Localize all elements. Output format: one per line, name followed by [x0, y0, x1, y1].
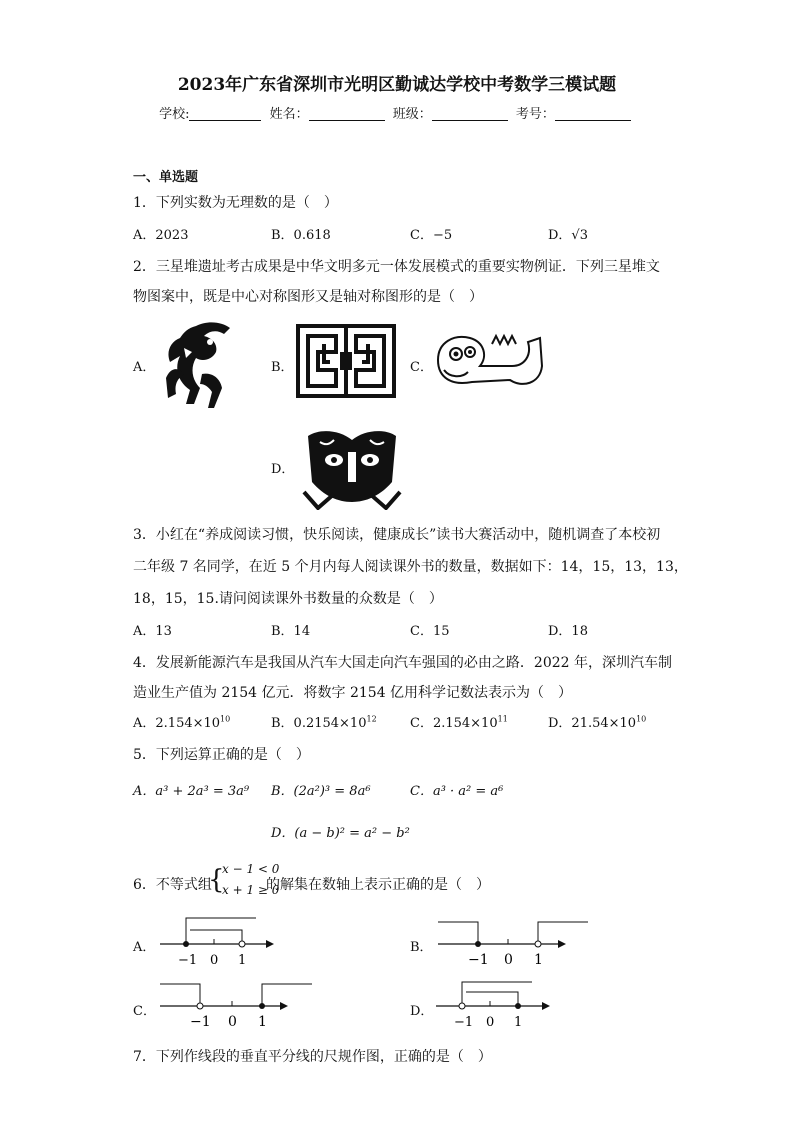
q5-option-c: C．a³ · a² = a⁶ — [410, 784, 504, 799]
q4-line1: 4．发展新能源汽车是我国从汽车大国走向汽车强国的必由之路．2022 年，深圳汽车制 — [133, 655, 672, 671]
q7-stem: 7．下列作线段的垂直平分线的尺规作图，正确的是（ ） — [133, 1049, 492, 1065]
dragon-pattern-image — [432, 326, 548, 394]
q4-d-exponent: 10 — [636, 714, 647, 724]
q6-number-line-c — [156, 976, 316, 1032]
q3-option-d: D．18 — [548, 624, 588, 639]
symmetric-mask-pattern-image — [294, 322, 398, 400]
q2-option-c: C． — [410, 360, 433, 375]
q6-prefix: 6．不等式组 — [133, 877, 212, 893]
class-label: 班级： — [392, 107, 432, 122]
q1-option-a: A．2023 — [133, 228, 189, 243]
q6-b-tick-neg1: −1 — [468, 952, 489, 968]
q6-d-tick-1: 1 — [514, 1015, 523, 1030]
name-blank — [309, 106, 385, 121]
q3-line1: 3．小红在“养成阅读习惯，快乐阅读，健康成长”读书大赛活动中，随机调查了本校初 — [133, 527, 661, 543]
q2-option-b: B． — [271, 360, 294, 375]
q4-a-exponent: 10 — [220, 714, 231, 724]
q4-c-base: C．2.154×10 — [410, 716, 498, 731]
q3-line3: 18，15，15.请问阅读课外书数量的众数是（ ） — [133, 591, 443, 607]
school-label: 学校: — [159, 107, 190, 122]
q4-b-exponent: 12 — [366, 714, 377, 724]
q2-option-d: D． — [271, 462, 295, 477]
q1-option-b: B．0.618 — [271, 228, 331, 243]
bronze-bird-pattern-image — [156, 318, 238, 410]
q6-number-line-b — [434, 914, 594, 970]
page-title: 2023年广东省深圳市光明区勤诚达学校中考数学三模试题 — [177, 75, 617, 95]
q6-a-tick-neg1: −1 — [178, 953, 198, 968]
q3-option-a: A．13 — [133, 624, 172, 639]
q6-d-tick-neg1: −1 — [454, 1015, 474, 1030]
q4-a-base: A．2.154×10 — [133, 716, 221, 731]
q2-line2: 物图案中，既是中心对称图形又是轴对称图形的是（ ） — [133, 289, 483, 305]
q6-inequality-1: x − 1 < 0 — [222, 862, 280, 876]
q4-option-a — [133, 712, 230, 731]
name-label: 姓名： — [269, 107, 309, 122]
q6-c-tick-0: 0 — [228, 1014, 237, 1030]
q1-option-c: C．−5 — [410, 228, 453, 243]
q6-c-tick-neg1: −1 — [190, 1014, 211, 1030]
number-blank — [555, 106, 631, 121]
q4-line2: 造业生产值为 2154 亿元．将数字 2154 亿用科学记数法表示为（ ） — [133, 685, 573, 701]
q6-inequality-2: x + 1 ≥ 0 — [222, 883, 280, 897]
q4-d-base: D．21.54×10 — [548, 716, 637, 731]
q3-line2: 二年级 7 名同学，在近 5 个月内每人阅读课外书的数量，数据如下：14，15，13，13， — [133, 559, 688, 575]
q5-option-a: A．a³ + 2a³ = 3a⁹ — [133, 784, 250, 799]
q6-d-tick-0: 0 — [486, 1015, 495, 1030]
class-blank — [432, 106, 508, 121]
q6-b-tick-1: 1 — [534, 952, 543, 968]
q6-system-brace: { — [208, 865, 225, 895]
q6-option-b: B． — [410, 940, 433, 955]
q4-option-b — [271, 712, 377, 731]
student-info-line — [0, 103, 794, 122]
q3-option-b: B．14 — [271, 624, 311, 639]
number-label: 考号： — [515, 107, 555, 122]
q6-c-tick-1: 1 — [258, 1014, 267, 1030]
taotie-mask-pattern-image — [300, 422, 404, 510]
q3-option-c: C．15 — [410, 624, 450, 639]
q6-option-a: A． — [133, 940, 156, 955]
q2-option-a: A． — [133, 360, 156, 375]
q5-option-b: B．(2a²)³ = 8a⁶ — [271, 784, 371, 799]
q5-stem: 5．下列运算正确的是（ ） — [133, 747, 310, 763]
q6-option-d: D． — [410, 1004, 434, 1019]
q6-a-tick-0: 0 — [210, 953, 219, 968]
q6-suffix: 的解集在数轴上表示正确的是（ ） — [266, 877, 490, 893]
q6-a-tick-1: 1 — [238, 953, 247, 968]
q4-c-exponent: 11 — [497, 714, 508, 724]
q1-option-d: D．√3 — [548, 228, 588, 243]
q5-option-d: D．(a − b)² = a² − b² — [271, 826, 410, 841]
q1-stem: 1．下列实数为无理数的是（ ） — [133, 195, 338, 211]
q4-option-c — [410, 712, 508, 731]
school-blank — [189, 106, 261, 121]
section-heading: 一、单选题 — [133, 170, 199, 185]
q4-option-d — [548, 712, 646, 731]
q6-b-tick-0: 0 — [504, 952, 513, 968]
q6-option-c: C． — [133, 1004, 156, 1019]
q6-number-line-a — [156, 914, 276, 970]
q4-b-base: B．0.2154×10 — [271, 716, 367, 731]
q2-line1: 2．三星堆遗址考古成果是中华文明多元一体发展模式的重要实物例证．下列三星堆文 — [133, 259, 660, 275]
q6-number-line-d — [432, 976, 552, 1032]
